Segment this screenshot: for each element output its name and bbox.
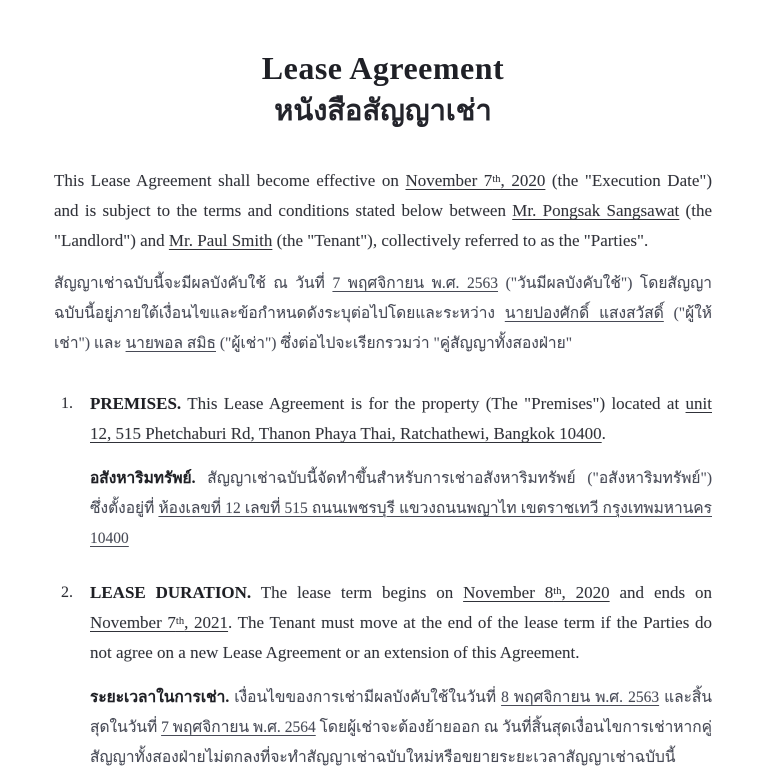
- lease-duration-paragraph-english: LEASE DURATION. The lease term begins on November 8th, 2020 and ends on November 7th, 2021. The Tenant must move at the end of the lease term if the Parties do not agree on a new Lease Agreement or an extension of this Agreement.: [90, 583, 712, 663]
- tenant-name-underlined: Mr. Paul Smith: [168, 231, 273, 251]
- ordinal-suffix: th: [175, 615, 185, 627]
- execution-date-underlined: November 7th, 2020: [405, 171, 546, 191]
- lease-start-date-underlined: November 8th, 2020: [463, 583, 610, 603]
- property-address-thai-underlined: ห้องเลขที่ 12 เลขที่ 515 ถนนเพชรบุรี แขวงถนนพญาไท เขตราชเทวี กรุงเทพมหานคร 10400: [90, 500, 712, 548]
- document-title: Lease Agreement: [261, 50, 505, 86]
- premises-heading: PREMISES.: [90, 394, 182, 414]
- ordinal-suffix: th: [553, 585, 562, 597]
- premises-paragraph-english: PREMISES. This Lease Agreement is for the property (The "Premises") located at unit 12, 515 Phetchaburi Rd, Thanon Phaya Thai, Ratchathewi, Bangkok 10400.: [90, 394, 712, 444]
- lease-duration-heading-thai: ระยะเวลาในการเช่า.: [90, 689, 230, 707]
- document-title-thai: หนังสือสัญญาเช่า: [274, 94, 492, 127]
- lease-duration-paragraph-thai: ระยะเวลาในการเช่า. เงื่อนไขของการเช่ามีผลบังคับใช้ในวันที่ 8 พฤศจิกายน พ.ศ. 2563 และสิ้นสุดในวันที่ 7 พฤศจิกายน พ.ศ. 2564 โดยผู้เช่าจะต้องย้ายออก ณ วันที่สิ้นสุดเงื่อนไขการเช่าหากคู่สัญญาทั้งสองฝ่ายไม่ตกลงที่จะทำสัญญาเช่าฉบับใหม่หรือขยายระยะเวลาสัญญาเช่าฉบับนี้: [90, 689, 712, 767]
- landlord-name-underlined: Mr. Pongsak Sangsawat: [512, 201, 680, 221]
- ordinal-suffix: th: [492, 173, 501, 185]
- property-address-underlined: unit 12, 515 Phetchaburi Rd, Thanon Phaya Thai, Ratchathewi, Bangkok 10400: [90, 394, 712, 444]
- intro-block: [54, 166, 712, 359]
- lease-duration-heading: LEASE DURATION.: [90, 583, 252, 603]
- section-premises: [54, 389, 712, 554]
- landlord-name-thai-underlined: นายปองศักดิ์ แสงสวัสดิ์: [504, 305, 664, 323]
- premises-paragraph-thai: อสังหาริมทรัพย์. สัญญาเช่าฉบับนี้จัดทำขึ้นสำหรับการเช่าอสังหาริมทรัพย์ ("อสังหาริมทรัพย์") ซึ่งตั้งอยู่ที่ ห้องเลขที่ 12 เลขที่ 515 ถนนเพชรบุรี แขวงถนนพญาไท เขตราชเทวี กรุงเทพมหานคร 10400: [90, 470, 712, 548]
- section-number: 1.: [61, 395, 73, 413]
- intro-paragraph-thai: สัญญาเช่าฉบับนี้จะมีผลบังคับใช้ ณ วันที่ 7 พฤศจิกายน พ.ศ. 2563 ("วันมีผลบังคับใช้") โดยสัญญาฉบับนี้อยู่ภายใต้เงื่อนไขและข้อกำหนดดังระบุต่อไปโดยและระหว่าง นายปองศักดิ์ แสงสวัสดิ์ ("ผู้ให้เช่า") และ นายพอล สมิธ ("ผู้เช่า") ซึ่งต่อไปจะเรียกรวมว่า "คู่สัญญาทั้งสองฝ่าย": [54, 275, 712, 353]
- execution-date-thai-underlined: 7 พฤศจิกายน พ.ศ. 2563: [332, 275, 499, 293]
- lease-start-date-thai-underlined: 8 พฤศจิกายน พ.ศ. 2563: [501, 689, 660, 707]
- section-lease-duration: [54, 578, 712, 773]
- tenant-name-thai-underlined: นายพอล สมิธ: [125, 335, 216, 353]
- premises-heading-thai: อสังหาริมทรัพย์.: [90, 470, 196, 488]
- section-number: 2.: [61, 584, 73, 602]
- lease-end-date-underlined: November 7th, 2021: [90, 613, 229, 633]
- lease-end-date-thai-underlined: 7 พฤศจิกายน พ.ศ. 2564: [161, 719, 316, 737]
- intro-paragraph-english: This Lease Agreement shall become effective on November 7th, 2020 (the "Execution Date") and is subject to the terms and conditions stated below between Mr. Pongsak Sangsawat (the "Landlord") and Mr. Paul Smith (the "Tenant"), collectively referred to as the "Parties".: [54, 171, 712, 251]
